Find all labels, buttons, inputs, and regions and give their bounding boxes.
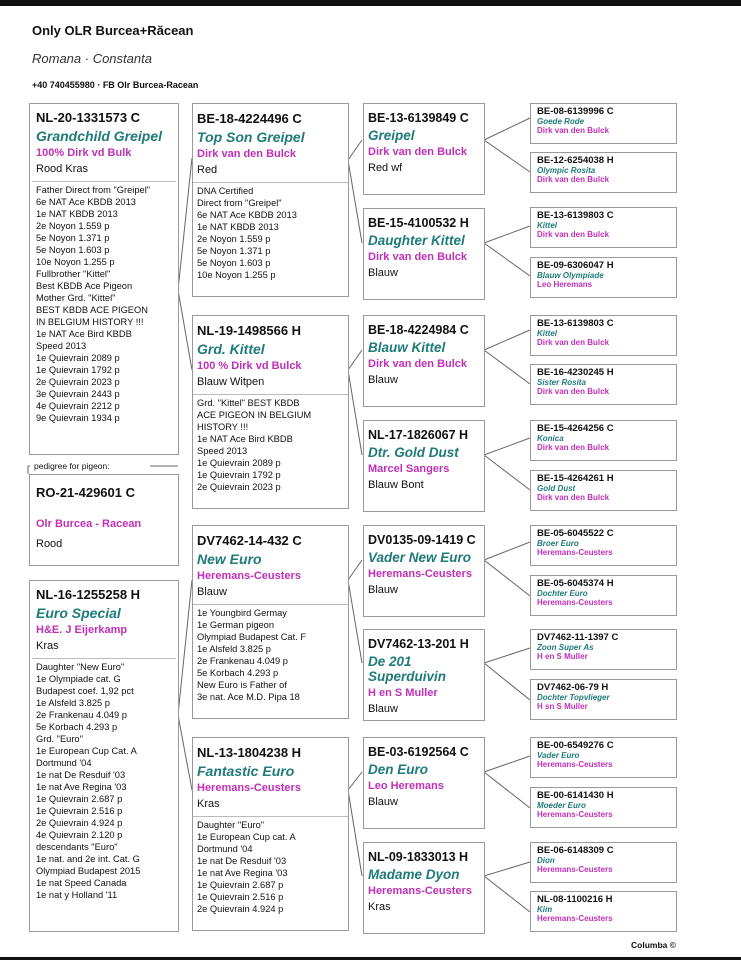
note: Olympiad Budapest Cat. F — [197, 632, 307, 642]
ancestor-card[interactable] — [530, 891, 677, 932]
pigeon-name: Kittel — [537, 329, 557, 338]
breeder: H&E. J Eijerkamp — [36, 624, 128, 636]
ring-number: BE-13-6139803 C — [537, 318, 614, 329]
ancestor-card[interactable] — [530, 420, 677, 461]
pigeon-name: Goede Rode — [537, 117, 585, 126]
note: 1e Quievrain 2.687 p — [36, 794, 123, 804]
pigeon-name: Sister Rosita — [537, 378, 586, 387]
grandparent-card[interactable] — [192, 315, 349, 509]
page-title: Only OLR Burcea+Răcean — [32, 23, 194, 38]
pigeon-name: Broer Euro — [537, 539, 579, 548]
note: 1e NAT Ace Bird KBDB — [36, 329, 132, 339]
breeder: 100% Dirk vd Bulk — [36, 147, 132, 159]
breeder: Leo Heremans — [537, 280, 593, 289]
subject-card[interactable] — [29, 474, 179, 566]
ring-number: BE-05-6045522 C — [537, 528, 614, 539]
grandparent-card[interactable] — [192, 103, 349, 297]
note: BEST KBDB ACE PIGEON — [36, 305, 148, 315]
pigeon-name: Grd. Kittel — [197, 341, 265, 357]
pigeon-name: Kittel — [537, 221, 557, 230]
pigeon-name: Blauw Kittel — [368, 340, 446, 355]
plumage-color: Rood Kras — [36, 163, 88, 175]
pigeon-name: Kim — [537, 905, 553, 914]
ancestor-card[interactable] — [530, 737, 677, 778]
note: 1e Quievrain 2.687 p — [197, 880, 284, 890]
breeder: Leo Heremans — [368, 780, 444, 792]
ring-number: BE-00-6141430 H — [537, 790, 614, 801]
ring-number: BE-09-6306047 H — [537, 260, 614, 271]
note: Fullbrother "Kittel" — [36, 269, 111, 279]
note: 1e Quievrain 2.516 p — [36, 806, 123, 816]
ring-number: BE-15-4100532 H — [368, 216, 469, 230]
ring-number: BE-18-4224984 C — [368, 323, 469, 337]
pigeon-name: Daughter Kittel — [368, 233, 465, 248]
note: 5e Korbach 4.293 p — [197, 668, 279, 678]
ring-number: DV0135-09-1419 C — [368, 533, 476, 547]
note: 4e Quievrain 2.120 p — [36, 830, 123, 840]
note: 2e Quievrain 4.924 p — [36, 818, 123, 828]
plumage-color: Blauw — [368, 584, 398, 596]
pigeon-name: Den Euro — [368, 762, 429, 777]
great-grandparent-card[interactable] — [363, 208, 485, 300]
achievements — [36, 659, 172, 901]
note: New Euro is Father of — [197, 680, 287, 690]
note: 3e Quievrain 2443 p — [36, 389, 120, 399]
note: 5e Korbach 4.293 p — [36, 722, 118, 732]
plumage-color: Red wf — [368, 162, 403, 174]
note: 10e Noyon 1.255 p — [36, 257, 115, 267]
ring-number: BE-12-6254038 H — [537, 155, 614, 166]
note: 1e nat De Resduif '03 — [197, 856, 287, 866]
pigeon-name: Top Son Greipel — [197, 129, 305, 145]
breeder: Dirk van den Bulck — [197, 148, 297, 160]
note: Direct from "Greipel" — [197, 198, 282, 208]
breeder: Heremans-Ceusters — [197, 782, 301, 794]
note: 2e Quievrain 4.924 p — [197, 904, 284, 914]
breeder: Heremans-Ceusters — [537, 760, 613, 769]
contact-info: +40 740455980 · FB Olr Burcea-Racean — [32, 80, 199, 90]
note: 6e NAT Ace KBDB 2013 — [197, 210, 297, 220]
note: Mother Grd. "Kittel" — [36, 293, 116, 303]
pigeon-name: Grandchild Greipel — [36, 128, 163, 144]
breeder: Marcel Sangers — [368, 463, 450, 475]
great-grandparent-card[interactable] — [363, 525, 485, 617]
ancestor-card[interactable] — [530, 470, 677, 511]
ancestor-card[interactable] — [530, 575, 677, 616]
ancestor-card[interactable] — [530, 525, 677, 566]
note: 1e Quievrain 2089 p — [197, 458, 281, 468]
plumage-color: Blauw — [368, 796, 398, 808]
achievements — [197, 395, 344, 493]
note: HISTORY !!! — [197, 422, 249, 432]
note: 5e Noyon 1.603 p — [197, 258, 271, 268]
note: 1e NAT Ace Bird KBDB — [197, 434, 293, 444]
ancestor-card[interactable] — [530, 103, 677, 144]
breeder: Dirk van den Bulck — [368, 358, 468, 370]
sire-card[interactable] — [29, 103, 179, 455]
note: 10e Noyon 1.255 p — [197, 270, 276, 280]
great-grandparent-card[interactable] — [363, 103, 485, 195]
note: 3e nat. Ace M.D. Pipa 18 — [197, 692, 300, 702]
note: 1e nat De Resduif '03 — [36, 770, 126, 780]
note: Speed 2013 — [197, 446, 248, 456]
note: 1e Quievrain 1792 p — [36, 365, 120, 375]
note: 1e nat Ave Regina '03 — [197, 868, 288, 878]
subject-owner: Olr Burcea - Racean — [36, 518, 142, 530]
pigeon-name: Madame Dyon — [368, 867, 460, 882]
copyright-credit: Columba © — [631, 940, 676, 950]
dam-card[interactable] — [29, 580, 179, 932]
ring-number: DV7462-14-432 C — [197, 533, 302, 548]
ring-number: NL-09-1833013 H — [368, 850, 469, 864]
pigeon-name: Moeder Euro — [537, 801, 586, 810]
note: Budapest coef. 1,92 pct — [36, 686, 134, 696]
ring-number: BE-16-4230245 H — [537, 367, 614, 378]
note: 2e Quievrain 2023 p — [197, 482, 281, 492]
note: descendants "Euro" — [36, 842, 118, 852]
breeder: H en S Muller — [368, 687, 438, 699]
note: 1e Alsfeld 3.825 p — [36, 698, 110, 708]
pigeon-name: New Euro — [197, 551, 262, 567]
ring-number: BE-15-4264261 H — [537, 473, 614, 484]
ancestor-card[interactable] — [530, 364, 677, 405]
ancestor-card[interactable] — [530, 787, 677, 828]
grandparent-card[interactable] — [192, 525, 349, 719]
note: Speed 2013 — [36, 341, 87, 351]
breeder: Dirk van den Bulck — [537, 493, 610, 502]
great-grandparent-card[interactable] — [363, 629, 485, 721]
plumage-color: Blauw — [368, 374, 398, 386]
note: 1e Olympiade cat. G — [36, 674, 121, 684]
note: 1e nat Ave Regina '03 — [36, 782, 127, 792]
pigeon-name: Gold Dust — [537, 484, 576, 493]
plumage-color: Blauw Witpen — [197, 376, 265, 388]
note: Best KBDB Ace Pigeon — [36, 281, 133, 291]
pigeon-name: Dochter Topvlieger — [537, 693, 610, 702]
breeder: Dirk van den Bulck — [537, 230, 610, 239]
note: 5e Noyon 1.603 p — [36, 245, 110, 255]
great-grandparent-card[interactable] — [363, 315, 485, 407]
plumage-color: Kras — [36, 640, 59, 652]
note: 1e Quievrain 2.516 p — [197, 892, 284, 902]
pigeon-name: Olympic Rosita — [537, 166, 596, 175]
note: 2e Noyon 1.559 p — [36, 221, 110, 231]
breeder: Dirk van den Bulck — [368, 251, 468, 263]
breeder: Heremans-Ceusters — [537, 914, 613, 923]
breeder: Heremans-Ceusters — [537, 810, 613, 819]
ring-number: NL-13-1804238 H — [197, 745, 302, 760]
note: IN BELGIUM HISTORY !!! — [36, 317, 144, 327]
note: 1e Alsfeld 3.825 p — [197, 644, 271, 654]
ancestor-card[interactable] — [530, 679, 677, 720]
note: 1e European Cup cat. A — [197, 832, 296, 842]
ring-number: BE-13-6139849 C — [368, 111, 469, 125]
pigeon-name: De 201 Superduivin — [368, 654, 447, 684]
note: 1e nat Speed Canada — [36, 878, 127, 888]
pigeon-name: Dochter Euro — [537, 589, 588, 598]
achievements — [197, 817, 344, 915]
achievements — [36, 182, 172, 424]
ring-number: BE-03-6192564 C — [368, 745, 469, 759]
ring-number: NL-08-1100216 H — [537, 894, 613, 905]
ring-number: NL-17-1826067 H — [368, 428, 469, 442]
pigeon-name: Euro Special — [36, 605, 121, 621]
pigeon-name: Dion — [537, 856, 555, 865]
achievements — [197, 183, 344, 281]
note: 1e German pigeon — [197, 620, 275, 630]
great-grandparent-card[interactable] — [363, 737, 485, 829]
breeder: H sn S Muller — [537, 702, 588, 711]
note: Daughter "Euro" — [197, 820, 265, 830]
ring-number: BE-00-6549276 C — [537, 740, 614, 751]
breeder: Dirk van den Bulck — [537, 338, 610, 347]
breeder: Heremans-Ceusters — [537, 548, 613, 557]
great-grandparent-card[interactable] — [363, 842, 485, 934]
note: DNA Certified — [197, 186, 254, 196]
plumage-color: Blauw — [368, 267, 398, 279]
breeder: Dirk van den Bulck — [537, 443, 610, 452]
breeder: Dirk van den Bulck — [537, 175, 610, 184]
breeder: 100 % Dirk vd Bulck — [197, 360, 302, 372]
pigeon-name: Vader Euro — [537, 751, 580, 760]
plumage-color: Kras — [368, 901, 391, 913]
plumage-color: Blauw — [368, 703, 398, 715]
ancestor-card[interactable] — [530, 629, 677, 670]
ring-number: NL-19-1498566 H — [197, 323, 302, 338]
note: 1e European Cup Cat. A — [36, 746, 137, 756]
ring-number: BE-06-6148309 C — [537, 845, 614, 856]
note: 2e Frankenau 4.049 p — [36, 710, 127, 720]
pigeon-name: Dtr. Gold Dust — [368, 445, 459, 460]
ring-number: BE-13-6139803 C — [537, 210, 614, 221]
subject-color: Rood — [36, 538, 63, 550]
note: 4e Quievrain 2212 p — [36, 401, 120, 411]
breeder: Dirk van den Bulck — [537, 387, 610, 396]
plumage-color: Red — [197, 164, 218, 176]
note: 2e Quievrain 2023 p — [36, 377, 120, 387]
pedigree-label: pedigree for pigeon: — [34, 461, 110, 471]
ancestor-card[interactable] — [530, 152, 677, 193]
ring-number: BE-05-6045374 H — [537, 578, 614, 589]
pigeon-name: Vader New Euro — [368, 550, 472, 565]
ring-number: DV7462-13-201 H — [368, 637, 469, 651]
note: 1e NAT KBDB 2013 — [36, 209, 118, 219]
ring-number: NL-20-1331573 C — [36, 110, 141, 125]
note: 1e Quievrain 1792 p — [197, 470, 281, 480]
great-grandparent-card[interactable] — [363, 420, 485, 512]
note: 6e NAT Ace KBDB 2013 — [36, 197, 136, 207]
note: Dortmund '04 — [36, 758, 92, 768]
note: 1e Quievrain 2089 p — [36, 353, 120, 363]
breeder: Heremans-Ceusters — [368, 568, 472, 580]
location: Romana · Constanta — [32, 51, 152, 66]
note: Grd. "Euro" — [36, 734, 83, 744]
pigeon-name: Zoon Super As — [537, 643, 594, 652]
pigeon-name: Blauw Olympiade — [537, 271, 604, 280]
note: 1e NAT KBDB 2013 — [197, 222, 279, 232]
breeder: H en S Muller — [537, 652, 588, 661]
note: Dortmund '04 — [197, 844, 253, 854]
note: 1e nat y Holland '11 — [36, 890, 118, 900]
plumage-color: Kras — [197, 798, 220, 810]
note: Grd. "Kittel" BEST KBDB — [197, 398, 300, 408]
note: 1e nat. and 2e int. Cat. G — [36, 854, 140, 864]
note: 1e Youngbird Germay — [197, 608, 287, 618]
ring-number: NL-16-1255258 H — [36, 587, 141, 602]
note: Father Direct from "Greipel" — [36, 185, 151, 195]
note: 5e Noyon 1.371 p — [36, 233, 110, 243]
note: Olympiad Budapest 2015 — [36, 866, 141, 876]
breeder: Heremans-Ceusters — [537, 598, 613, 607]
ring-number: DV7462-11-1397 C — [537, 632, 619, 643]
achievements — [197, 605, 344, 703]
plumage-color: Blauw Bont — [368, 479, 424, 491]
breeder: Dirk van den Bulck — [368, 146, 468, 158]
ring-number: BE-08-6139996 C — [537, 106, 614, 117]
breeder: Heremans-Ceusters — [197, 570, 301, 582]
plumage-color: Blauw — [197, 586, 227, 598]
note: Daughter "New Euro" — [36, 662, 125, 672]
note: 9e Quievrain 1934 p — [36, 413, 120, 423]
note: ACE PIGEON IN BELGIUM — [197, 410, 312, 420]
ring-number: DV7462-06-79 H — [537, 682, 609, 693]
subject-ring-number: RO-21-429601 C — [36, 485, 135, 500]
ancestor-card[interactable] — [530, 842, 677, 883]
ancestor-card[interactable] — [530, 257, 677, 298]
ancestor-card[interactable] — [530, 315, 677, 356]
ring-number: BE-15-4264256 C — [537, 423, 614, 434]
breeder: Heremans-Ceusters — [537, 865, 613, 874]
note: 2e Noyon 1.559 p — [197, 234, 271, 244]
ring-number: BE-18-4224496 C — [197, 111, 302, 126]
pigeon-name: Greipel — [368, 128, 415, 143]
note: 2e Frankenau 4.049 p — [197, 656, 288, 666]
note: 5e Noyon 1.371 p — [197, 246, 271, 256]
breeder: Heremans-Ceusters — [368, 885, 472, 897]
breeder: Dirk van den Bulck — [537, 126, 610, 135]
pigeon-name: Konica — [537, 434, 564, 443]
pigeon-name: Fantastic Euro — [197, 763, 295, 779]
grandparent-card[interactable] — [192, 737, 349, 931]
ancestor-card[interactable] — [530, 207, 677, 248]
